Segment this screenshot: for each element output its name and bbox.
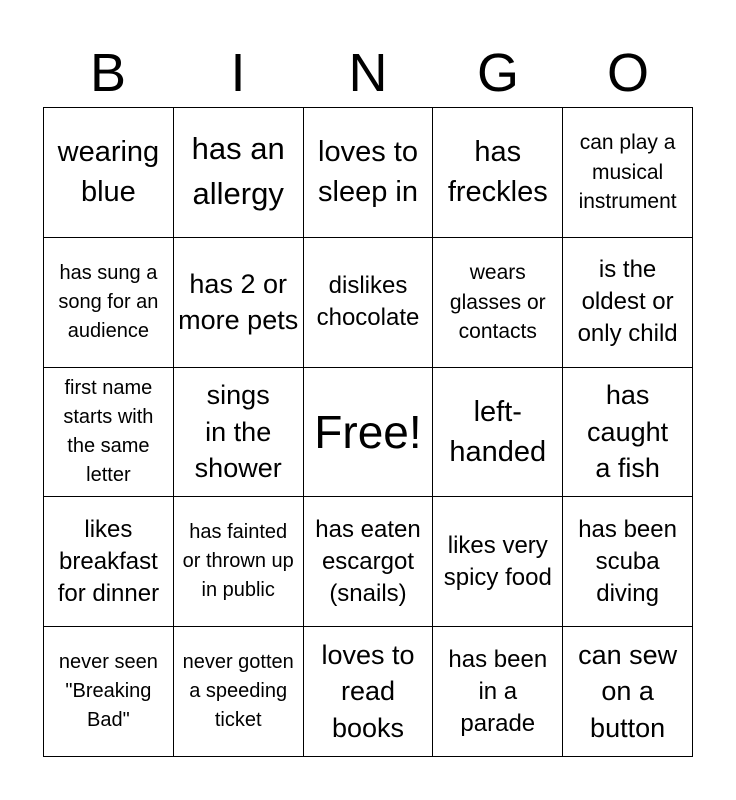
- cell-text: has eaten escargot (snails): [315, 515, 421, 607]
- cell-text: never seen "Breaking Bad": [58, 651, 158, 732]
- header-letter-i: I: [230, 43, 246, 103]
- cell-text: can play a musical instrument: [578, 131, 677, 214]
- cell-text: likes breakfast for dinner: [57, 515, 160, 607]
- cell-text: has 2 or more pets: [178, 268, 299, 336]
- cell-text: wears glasses or contacts: [449, 261, 546, 343]
- bingo-cell[interactable]: [44, 368, 174, 498]
- cell-text: never gotten a speeding ticket: [182, 651, 294, 732]
- bingo-cell[interactable]: [304, 627, 434, 757]
- bingo-cell[interactable]: [433, 108, 563, 238]
- header-letter-o: O: [606, 43, 649, 103]
- cell-text: has caught a fish: [587, 380, 669, 484]
- bingo-cell[interactable]: [304, 238, 434, 368]
- free-space: Free!: [314, 405, 422, 458]
- header-letter-n: N: [348, 43, 388, 103]
- header-letter-g: G: [476, 43, 519, 103]
- bingo-card-grid: [43, 107, 693, 757]
- cell-text: loves to sleep in: [318, 136, 418, 209]
- bingo-cell[interactable]: [433, 627, 563, 757]
- cell-text: dislikes chocolate: [316, 272, 420, 332]
- bingo-cell[interactable]: [44, 497, 174, 627]
- cell-text: has an allergy: [191, 131, 285, 212]
- cell-text: can sew on a button: [578, 639, 678, 743]
- cell-text: loves to read books: [321, 639, 415, 743]
- cell-text: has been in a parade: [448, 645, 548, 737]
- cell-text: is the oldest or only child: [577, 256, 678, 348]
- header-letter-b: B: [89, 43, 127, 103]
- bingo-cell[interactable]: [174, 368, 304, 498]
- bingo-cell[interactable]: [174, 627, 304, 757]
- cell-text: has fainted or thrown up in public: [182, 521, 294, 602]
- bingo-cell[interactable]: [563, 108, 693, 238]
- cell-text: wearing blue: [57, 136, 160, 209]
- bingo-header: [43, 38, 693, 108]
- bingo-cell[interactable]: [174, 108, 304, 238]
- cell-text: sings in the shower: [194, 380, 282, 484]
- bingo-cell[interactable]: [433, 368, 563, 498]
- bingo-cell[interactable]: [304, 108, 434, 238]
- cell-text: likes very spicy food: [443, 531, 552, 591]
- bingo-cell[interactable]: [304, 368, 434, 498]
- bingo-cell[interactable]: [44, 627, 174, 757]
- bingo-cell[interactable]: [174, 497, 304, 627]
- cell-text: first name starts with the same letter: [63, 376, 154, 486]
- bingo-cell[interactable]: [174, 238, 304, 368]
- bingo-cell[interactable]: [433, 238, 563, 368]
- bingo-cell[interactable]: [44, 108, 174, 238]
- cell-text: has freckles: [447, 136, 548, 209]
- bingo-cell[interactable]: [433, 497, 563, 627]
- cell-text: has sung a song for an audience: [58, 261, 159, 342]
- bingo-cell[interactable]: [563, 497, 693, 627]
- cell-text: has been scuba diving: [578, 515, 677, 607]
- bingo-cell[interactable]: [304, 497, 434, 627]
- bingo-cell[interactable]: [44, 238, 174, 368]
- bingo-cell[interactable]: [563, 238, 693, 368]
- bingo-cell[interactable]: [563, 368, 693, 498]
- cell-text: left-handed: [449, 395, 547, 468]
- bingo-cell[interactable]: [563, 627, 693, 757]
